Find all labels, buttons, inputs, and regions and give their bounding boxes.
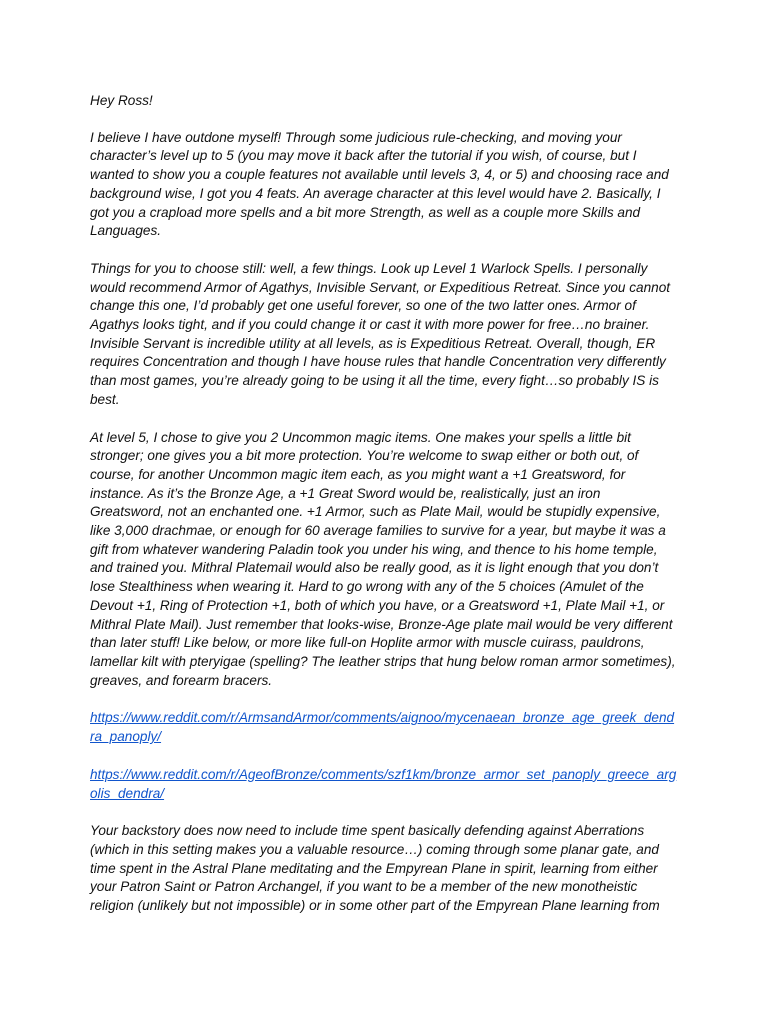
paragraph-spell-choices: Things for you to choose still: well, a few things. Look up Level 1 Warlock Spells. I personally would recommend Armor of Agathys, Invisible Servant, or Expeditious Retreat. Since you cannot change this one, I’d probably get one useful forever, so one of the two latter ones. Armor of Agathys looks tight, and if you could change it or cast it with more power for free…no brainer. Invisible Servant is incredible utility at all levels, as is Expeditious Retreat. Overall, though, ER requires Concentration and though I have house rules that handle Concentration very differently than most games, you’re already going to be using it all the time, every fight…so probably IS is best. bbox=[90, 260, 671, 407]
reddit-link-bronze-armor-set[interactable]: https://www.reddit.com/r/AgeofBronze/comments/szf1km/bronze_armor_set_panoply_greece_argolis_dendra/ bbox=[90, 766, 677, 801]
link-paragraph-1 bbox=[90, 709, 678, 746]
link-paragraph-2 bbox=[90, 766, 678, 803]
paragraph-backstory: Your backstory does now need to include time spent basically defending against Aberrations (which in this setting makes you a valuable resource…) coming through some planar gate, and time spent in the Astral Plane meditating and the Empyrean Plane in spirit, learning from either your Patron Saint or Patron Archangel, if you want to be a member of the new monotheistic religion (unlikely but not impossible) or in some other part of the Empyrean Plane learning from bbox=[90, 823, 660, 914]
reddit-link-dendra-panoply[interactable]: https://www.reddit.com/r/ArmsandArmor/comments/aignoo/mycenaean_bronze_age_greek_dendra_panoply/ bbox=[90, 710, 675, 745]
paragraph-feats: I believe I have outdone myself! Through some judicious rule-checking, and moving your character’s level up to 5 (you may move it back after the tutorial if you wish, of course, but I wanted to show you a couple features not available until levels 3, 4, or 5) and choosing race and background wise, I got you 4 feats. An average character at this level would have 2. Basically, I got you a crapload more spells and a bit more Strength, as well as a couple more Skills and Languages. bbox=[90, 129, 669, 239]
paragraph-magic-items: At level 5, I chose to give you 2 Uncommon magic items. One makes your spells a little bit stronger; one gives you a bit more protection. You’re welcome to swap either or both out, of course, for another Uncommon magic item each, as you might want a +1 Greatsword, for instance. As it’s the Bronze Age, a +1 Great Sword would be, realistically, just an iron Greatsword, not an enchanted one. +1 Armor, such as Plate Mail, would be stupidly expensive, like 3,000 drachmae, or enough for 60 average families to survive for a year, but maybe it was a gift from whatever wandering Paladin took you under his wing, and thence to his home temple, and trained you. Mithral Platemail would also be really good, as it is light enough that you don’t lose Stealthiness when wearing it. Hard to go wrong with any of the 5 choices (Amulet of the Devout +1, Ring of Protection +1, both of which you have, or a Greatsword +1, Plate Mail +1, or Mithral Plate Mail). Just remember that looks-wise, Bronze-Age plate mail would be very different than later stuff! Like below, or more like full-on Hoplite armor with muscle cuirass, pauldrons, lamellar kilt with pteryigae (spelling? The leather strips that hung below roman armor sometimes), greaves, and forearm bracers. bbox=[90, 429, 676, 688]
greeting-line: Hey Ross! bbox=[90, 93, 153, 108]
